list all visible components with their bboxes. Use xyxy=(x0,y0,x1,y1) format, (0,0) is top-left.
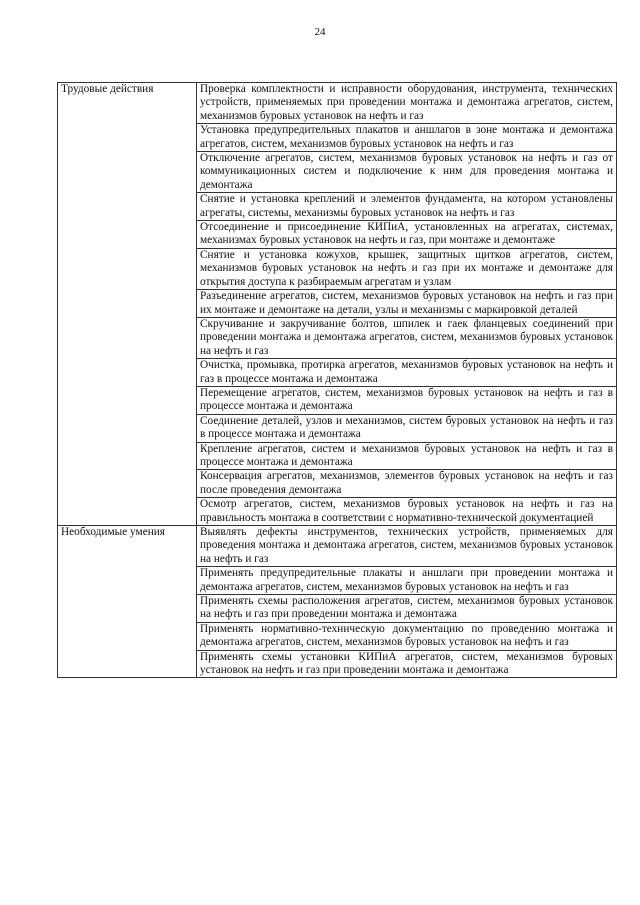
requirement-item: Осмотр агрегатов, систем, механизмов буровых установок на нефть и газ на правильность монтажа в соответствии с нормативно-технической документацией xyxy=(197,498,617,526)
section-label: Необходимые умения xyxy=(58,526,197,678)
requirement-item: Применять нормативно-техническую документацию по проведению монтажа и демонтажа агрегатов, систем, механизмов буровых установок на нефть и газ xyxy=(197,622,617,650)
requirement-item: Снятие и установка креплений и элементов фундамента, на котором установлены агрегаты, системы, механизмы буровых установок на нефть и газ xyxy=(197,193,617,221)
page-number: 24 xyxy=(314,26,326,38)
requirement-item: Перемещение агрегатов, систем, механизмов буровых установок на нефть и газ в процессе монтажа и демонтажа xyxy=(197,386,617,414)
requirement-item: Проверка комплектности и исправности оборудования, инструмента, технических устройств, применяемых при проведении монтажа и демонтажа агрегатов, систем, механизмов буровых установок на нефть и газ xyxy=(197,83,617,124)
table-row xyxy=(58,526,617,567)
requirement-item: Консервация агрегатов, механизмов, элементов буровых установок на нефть и газ после проведения демонтажа xyxy=(197,470,617,498)
requirement-item: Очистка, промывка, протирка агрегатов, механизмов буровых установок на нефть и газ в процессе монтажа и демонтажа xyxy=(197,359,617,387)
requirement-item: Установка предупредительных плакатов и аншлагов в зоне монтажа и демонтажа агрегатов, систем, механизмов буровых установок на нефть и газ xyxy=(197,124,617,152)
requirements-table xyxy=(57,82,617,678)
requirement-item: Крепление агрегатов, систем и механизмов буровых установок на нефть и газ в процессе монтажа и демонтажа xyxy=(197,442,617,470)
requirement-item: Снятие и установка кожухов, крышек, защитных щитков агрегатов, систем, механизмов буровых установок на нефть и газ при их монтаже и демонтаже для открытия доступа к разбираемым агрегатам и узлам xyxy=(197,248,617,289)
table-row xyxy=(58,83,617,124)
requirement-item: Применять схемы расположения агрегатов, систем, механизмов буровых установок на нефть и газ при проведении монтажа и демонтажа xyxy=(197,595,617,623)
requirement-item: Выявлять дефекты инструментов, технических устройств, применяемых для проведения монтажа и демонтажа агрегатов, систем, механизмов буровых установок на нефть и газ xyxy=(197,526,617,567)
requirement-item: Применять предупредительные плакаты и аншлаги при проведении монтажа и демонтажа агрегатов, систем, механизмов буровых установок на нефть и газ xyxy=(197,567,617,595)
section-label: Трудовые действия xyxy=(58,83,197,526)
requirement-item: Соединение деталей, узлов и механизмов, систем буровых установок на нефть и газ в процессе монтажа и демонтажа xyxy=(197,414,617,442)
requirement-item: Применять схемы установки КИПиА агрегатов, систем, механизмов буровых установок на нефть и газ при проведении монтажа и демонтажа xyxy=(197,650,617,678)
requirements-table-body xyxy=(58,83,617,678)
requirement-item: Скручивание и закручивание болтов, шпилек и гаек фланцевых соединений при проведении монтажа и демонтажа агрегатов, систем, механизмов буровых установок на нефть и газ xyxy=(197,317,617,358)
requirement-item: Разъединение агрегатов, систем, механизмов буровых установок на нефть и газ при их монтаже и демонтаже на детали, узлы и механизмы с маркировкой деталей xyxy=(197,290,617,318)
requirement-item: Отсоединение и присоединение КИПиА, установленных на агрегатах, системах, механизмах буровых установок на нефть и газ, при монтаже и демонтаже xyxy=(197,221,617,249)
requirement-item: Отключение агрегатов, систем, механизмов буровых установок на нефть и газ от коммуникационных систем и подключение к ним для проведения монтажа и демонтажа xyxy=(197,152,617,193)
